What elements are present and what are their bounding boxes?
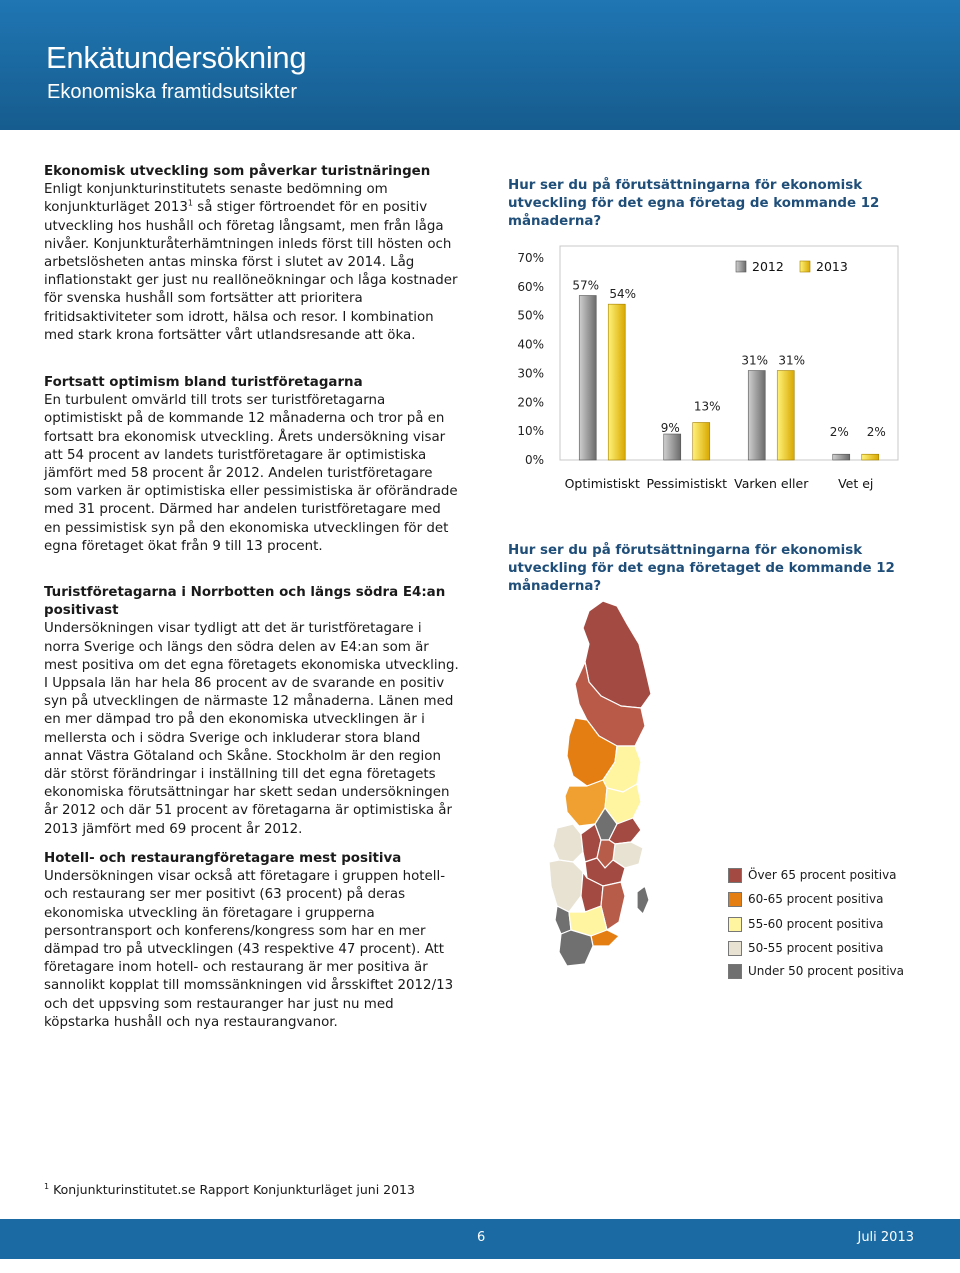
data-label: 54% xyxy=(609,287,637,302)
legend-label-2013: 2013 xyxy=(816,259,848,274)
data-label: 2% xyxy=(829,425,849,440)
section-hotel-restaurant xyxy=(44,850,460,1032)
legend-label: Under 50 procent positiva xyxy=(748,964,904,978)
y-tick-label: 30% xyxy=(517,366,544,381)
section-text: Undersökningen visar också att företagare i gruppen hotell- och restaurang ser mer positivt (63 procent) på deras ekonomiska utveckling än företagare i grupperna persontransport och konferens/kongress som har en mer dämpad tro på utvecklingen (43 respektive 47 procent). Att företagare inom hotell- och restaurang är mer positiva är sannolikt kopplat till momssänkningen vid årsskiftet 2012/13 och det uppsving som restauranger har just nu med köpstarka hushåll och nya restaurangvanor. xyxy=(44,869,454,1030)
x-category-label: Optimistiskt xyxy=(564,476,640,491)
legend-swatch xyxy=(728,868,742,883)
x-category-label: Pessimistiskt xyxy=(646,476,727,491)
legend-label: 55-60 procent positiva xyxy=(748,917,884,931)
section-heading: Fortsatt optimism bland turistföretagarna xyxy=(44,375,363,390)
bar-2013-varken-eller xyxy=(777,371,794,460)
legend-swatch-2012 xyxy=(736,261,746,272)
section-norrbotten xyxy=(44,584,460,839)
section-text-part: Enligt konjunkturinstitutets senaste bedömning om konjunkturläget 2013 xyxy=(44,182,388,216)
header-banner xyxy=(0,0,960,130)
footer-date: Juli 2013 xyxy=(857,1230,914,1245)
footnote-text: Konjunkturinstitutet.se Rapport Konjunkturläget juni 2013 xyxy=(49,1182,415,1198)
footnote-ref: 1 xyxy=(187,198,193,208)
page-number: 6 xyxy=(477,1230,486,1245)
legend-swatch xyxy=(728,917,742,932)
legend-swatch-2013 xyxy=(800,261,810,272)
map-region-vastra-gotaland xyxy=(549,860,583,912)
y-tick-label: 0% xyxy=(524,453,544,467)
bar-2012-varken-eller xyxy=(748,371,765,460)
section-economic-development xyxy=(44,163,460,345)
footer-bar xyxy=(0,1219,960,1259)
section-optimism xyxy=(44,374,460,556)
section-text-part: så stiger förtroendet för en positiv utveckling hos hushåll och företag långsamt, men från låga nivåer. Konjunkturåterhämtningen inleds först till hösten och arbetslösheten antas minska först i slutet av 2014. Låg inflationstakt ger just nu reallöneökningar och låga kostnader för svenska hushåll som fortsätter att prioritera fritidsaktiviteter som idrott, hälsa och resor. I kombination med stark krona fortsätter vårt utlandsresande att öka. xyxy=(44,200,458,343)
y-tick-label: 60% xyxy=(517,279,544,294)
y-tick-label: 50% xyxy=(517,308,544,323)
data-label: 2% xyxy=(866,425,886,440)
y-tick-label: 40% xyxy=(517,337,544,352)
y-tick-label: 70% xyxy=(517,251,544,265)
chart-question-title: Hur ser du på förutsättningarna för ekonomisk utveckling för det egna företag de kommande 12 månaderna? xyxy=(508,178,880,230)
footnote xyxy=(44,1182,415,1197)
legend-label: 60-65 procent positiva xyxy=(748,892,884,906)
y-tick-label: 20% xyxy=(517,395,544,410)
bar-2013-pessimistiskt xyxy=(693,422,710,460)
page-subtitle: Ekonomiska framtidsutsikter xyxy=(47,81,298,103)
legend-label: 50-55 procent positiva xyxy=(748,941,884,955)
x-category-label: Varken eller xyxy=(734,476,809,491)
bar-2013-vet-ej xyxy=(862,454,879,460)
footnote-number: 1 xyxy=(44,1182,50,1191)
section-text xyxy=(44,181,460,345)
sweden-map xyxy=(545,596,720,991)
section-text: Undersökningen visar tydligt att det är turistföretagare i norra Sverige och längs den södra delen av E4:an som är mest positiva om det egna företagets ekonomiska utveckling. I Uppsala län har hela 86 procent av de svarande en positiv syn på utvecklingen de närmaste 12 månaderna. Länen med en mer dämpad tro på den ekonomiska utvecklingen är i mellersta och i södra Sverige och inkluderar stora bland annat Västra Götaland och Skåne. Stockholm är den region där störst förändringar i inställning till det egna företagets ekonomiska förutsättningar har skett sedan undersökningen år 2012 och där 51 procent av företagarna är optimistiska år 2013 jämfört med 69 procent år 2012. xyxy=(44,621,459,837)
legend-label-2012: 2012 xyxy=(752,259,784,274)
legend-swatch xyxy=(728,941,742,956)
map-question-title: Hur ser du på förutsättningarna för ekonomisk utveckling för det egna företaget de kommande 12 månaderna? xyxy=(508,543,895,595)
section-text: En turbulent omvärld till trots ser turistföretagarna optimistiskt på de kommande 12 månaderna och tror på en fortsatt bra ekonomisk utveckling. Årets undersökning visar att 54 procent av landets turistföretagare är optimistiska jämfört med 58 procent år 2012. Andelen turistföretagare som varken är optimistiska eller pessimistiska är oförändrade med 31 procent. Därmed har andelen turistföretagare med en pessimistisk syn på den ekonomiska utvecklingen för det egna företaget ökat från 9 till 13 procent. xyxy=(44,393,458,554)
data-label: 57% xyxy=(572,278,600,293)
data-label: 31% xyxy=(778,353,806,368)
bar-2012-optimistiskt xyxy=(579,296,596,460)
section-heading: Ekonomisk utveckling som påverkar turistnäringen xyxy=(44,164,431,179)
x-category-label: Vet ej xyxy=(838,476,874,491)
section-heading: Turistföretagarna i Norrbotten och längs södra E4:an positivast xyxy=(44,585,446,619)
map-region-varmland xyxy=(553,824,583,862)
bar-chart xyxy=(500,236,900,501)
page-title: Enkätundersökning xyxy=(46,40,307,75)
map-region-skane xyxy=(559,930,593,966)
bar-2013-optimistiskt xyxy=(608,304,625,460)
y-tick-label: 10% xyxy=(517,424,544,439)
data-label: 9% xyxy=(660,421,680,436)
map-region-gotland xyxy=(637,886,649,914)
legend-swatch xyxy=(728,892,742,907)
legend-label: Över 65 procent positiva xyxy=(748,868,897,882)
section-heading: Hotell- och restaurangföretagare mest positiva xyxy=(44,851,402,866)
data-label: 31% xyxy=(741,353,769,368)
bar-2012-vet-ej xyxy=(833,454,850,460)
data-label: 13% xyxy=(693,399,721,414)
bar-2012-pessimistiskt xyxy=(664,434,681,460)
legend-swatch xyxy=(728,964,742,979)
